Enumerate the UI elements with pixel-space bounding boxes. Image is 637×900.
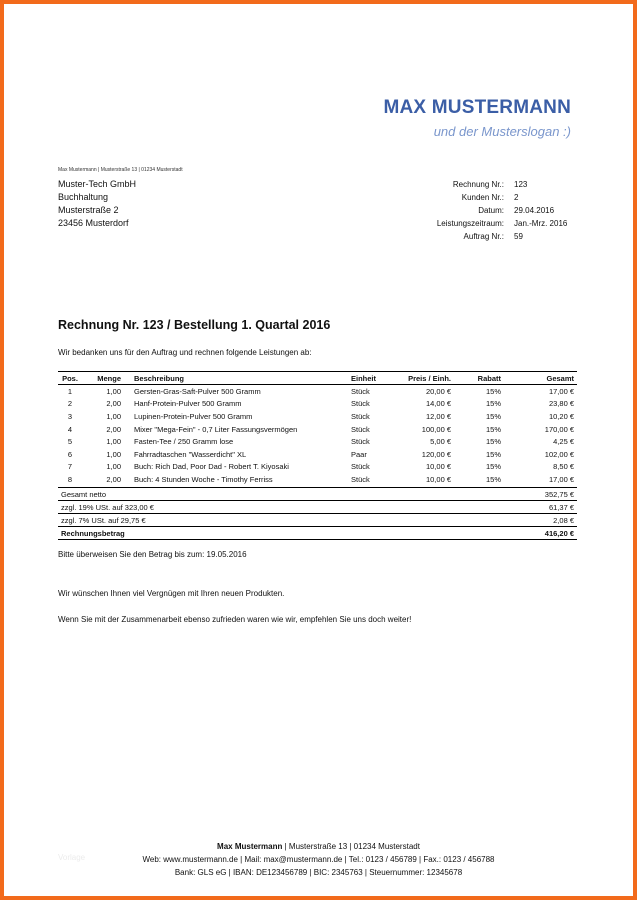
cell-total: 170,00 € — [544, 424, 574, 434]
cell-unit: Stück — [351, 424, 370, 434]
cell-pos: 7 — [67, 462, 73, 472]
cell-total: 23,80 € — [548, 399, 574, 409]
cell-total: 10,20 € — [548, 411, 574, 421]
cell-unit: Paar — [351, 449, 367, 459]
recipient-street: Musterstraße 2 — [58, 205, 119, 215]
meta-value: 29.04.2016 — [514, 206, 555, 215]
cell-unit: Stück — [351, 474, 370, 484]
line-items-table — [58, 371, 577, 486]
cell-total: 8,50 € — [553, 462, 574, 472]
cell-description: Fahrradtaschen "Wasserdicht" XL — [134, 449, 247, 459]
faint-watermark: Vorlage — [58, 853, 86, 862]
cell-discount: 15% — [485, 449, 501, 459]
brand-name: MAX MUSTERMANN — [383, 97, 571, 118]
sender-address-line: Max Mustermann | Musterstraße 13 | 01234 Musterstadt — [58, 167, 183, 173]
totals-row-vat19 — [58, 501, 577, 514]
meta-label: Leistungszeitraum: — [436, 219, 504, 228]
table-row — [58, 410, 577, 423]
cell-price: 20,00 € — [425, 386, 451, 396]
invoice-title: Rechnung Nr. 123 / Bestellung 1. Quartal 2016 — [58, 318, 331, 332]
footer-address: | Musterstraße 13 | 01234 Musterstadt — [282, 842, 420, 851]
cell-description: Hanf-Protein-Pulver 500 Gramm — [134, 399, 242, 409]
meta-row — [384, 217, 574, 230]
brand-slogan: und der Musterslogan :) — [433, 124, 571, 139]
cell-pos: 1 — [67, 386, 73, 396]
cell-description: Fasten-Tee / 250 Gramm lose — [134, 437, 234, 447]
cell-discount: 15% — [485, 399, 501, 409]
cell-qty: 1,00 — [106, 462, 121, 472]
recipient-company: Muster-Tech GmbH — [58, 179, 137, 189]
cell-description: Buch: Rich Dad, Poor Dad - Robert T. Kiyosaki — [134, 462, 289, 472]
totals-row-net — [58, 488, 577, 501]
recipient-address — [58, 178, 136, 230]
cell-price: 12,00 € — [425, 411, 451, 421]
table-header-row — [58, 372, 577, 385]
recommendation-text: Wenn Sie mit der Zusammenarbeit ebenso zufrieden waren wie wir, empfehlen Sie uns doch weiter! — [58, 615, 412, 624]
cell-pos: 6 — [67, 449, 73, 459]
meta-row — [384, 178, 574, 191]
meta-row — [384, 204, 574, 217]
cell-price: 10,00 € — [425, 462, 451, 472]
cell-qty: 2,00 — [106, 424, 121, 434]
totals-label: zzgl. 7% USt. auf 29,75 € — [58, 514, 441, 527]
closing-wish-text: Wir wünschen Ihnen viel Vergnügen mit Ihren neuen Produkten. — [58, 589, 285, 598]
cell-discount: 15% — [485, 437, 501, 447]
invoice-meta — [384, 178, 574, 243]
cell-price: 10,00 € — [425, 474, 451, 484]
footer-line-contact: Web: www.mustermann.de | Mail: max@mustermann.de | Tel.: 0123 / 456789 | Fax.: 0123 / 456788 — [142, 855, 495, 864]
meta-value: 2 — [514, 193, 519, 202]
recipient-department: Buchhaltung — [58, 192, 109, 202]
table-row — [58, 398, 577, 411]
header-qty: Menge — [82, 372, 124, 385]
totals-label: Rechnungsbetrag — [58, 527, 441, 540]
footer-line-address — [4, 840, 633, 853]
meta-value: Jan.-Mrz. 2016 — [514, 219, 568, 228]
table-row — [58, 461, 577, 474]
table-row — [58, 435, 577, 448]
table-row — [58, 423, 577, 436]
header-price: Preis / Einh. — [394, 372, 454, 385]
meta-row — [384, 191, 574, 204]
meta-label: Rechnung Nr.: — [452, 180, 504, 189]
cell-unit: Stück — [351, 411, 370, 421]
meta-value: 59 — [514, 232, 523, 241]
cell-qty: 2,00 — [106, 399, 121, 409]
meta-label: Kunden Nr.: — [461, 193, 504, 202]
intro-text: Wir bedanken uns für den Auftrag und rechnen folgende Leistungen ab: — [58, 348, 312, 357]
cell-total: 4,25 € — [553, 437, 574, 447]
cell-price: 120,00 € — [421, 449, 451, 459]
cell-pos: 2 — [67, 399, 73, 409]
cell-description: Lupinen-Protein-Pulver 500 Gramm — [134, 411, 253, 421]
meta-value: 123 — [514, 180, 528, 189]
totals-value: 352,75 € — [441, 488, 577, 501]
cell-pos: 3 — [67, 411, 73, 421]
cell-discount: 15% — [485, 474, 501, 484]
totals-label: Gesamt netto — [58, 488, 441, 501]
meta-label: Auftrag Nr.: — [463, 232, 504, 241]
cell-qty: 1,00 — [106, 449, 121, 459]
cell-discount: 15% — [485, 411, 501, 421]
cell-total: 17,00 € — [548, 386, 574, 396]
cell-price: 100,00 € — [421, 424, 451, 434]
totals-value: 61,37 € — [441, 501, 577, 514]
table-row — [58, 448, 577, 461]
cell-pos: 4 — [67, 424, 73, 434]
meta-label: Datum: — [478, 206, 504, 215]
cell-description: Mixer "Mega-Fein" - 0,7 Liter Fassungsvermögen — [134, 424, 298, 434]
cell-price: 5,00 € — [430, 437, 451, 447]
payment-due-text: Bitte überweisen Sie den Betrag bis zum: 19.05.2016 — [58, 550, 247, 559]
cell-unit: Stück — [351, 462, 370, 472]
cell-discount: 15% — [485, 424, 501, 434]
cell-qty: 2,00 — [106, 474, 121, 484]
recipient-city: 23456 Musterdorf — [58, 218, 129, 228]
cell-qty: 1,00 — [106, 437, 121, 447]
cell-qty: 1,00 — [106, 386, 121, 396]
cell-unit: Stück — [351, 437, 370, 447]
cell-discount: 15% — [485, 386, 501, 396]
cell-price: 14,00 € — [425, 399, 451, 409]
header-unit: Einheit — [348, 372, 394, 385]
header-discount: Rabatt — [454, 372, 504, 385]
totals-row-vat7 — [58, 514, 577, 527]
table-row — [58, 385, 577, 398]
cell-total: 102,00 € — [544, 449, 574, 459]
header-total: Gesamt — [504, 372, 577, 385]
table-row — [58, 473, 577, 486]
cell-description: Gersten-Gras-Saft-Pulver 500 Gramm — [134, 386, 261, 396]
cell-qty: 1,00 — [106, 411, 121, 421]
footer-name: Max Mustermann — [217, 842, 283, 851]
footer-line-bank: Bank: GLS eG | IBAN: DE123456789 | BIC: 2345763 | Steuernummer: 12345678 — [174, 868, 463, 877]
header-pos: Pos. — [58, 372, 82, 385]
cell-unit: Stück — [351, 386, 370, 396]
totals-table — [58, 487, 577, 540]
cell-total: 17,00 € — [548, 474, 574, 484]
cell-pos: 5 — [67, 437, 73, 447]
totals-label: zzgl. 19% USt. auf 323,00 € — [58, 501, 441, 514]
totals-value: 416,20 € — [441, 527, 577, 540]
totals-row-invoice-amount — [58, 527, 577, 540]
cell-pos: 8 — [67, 474, 73, 484]
totals-value: 2,08 € — [441, 514, 577, 527]
cell-description: Buch: 4 Stunden Woche - Timothy Ferriss — [134, 474, 273, 484]
cell-unit: Stück — [351, 399, 370, 409]
meta-row — [384, 230, 574, 243]
cell-discount: 15% — [485, 462, 501, 472]
header-description: Beschreibung — [124, 372, 348, 385]
